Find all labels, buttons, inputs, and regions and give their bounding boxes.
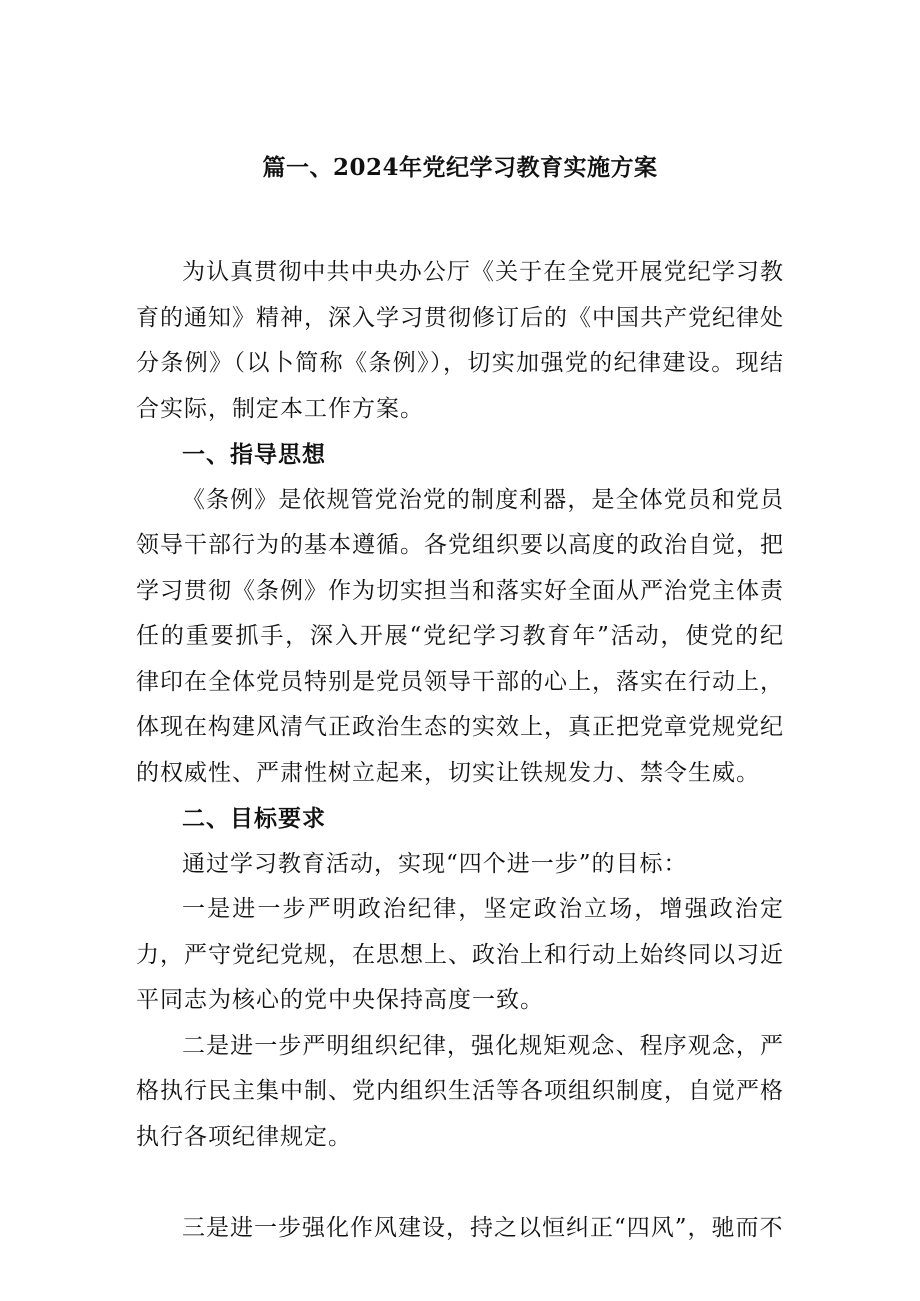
document-body — [136, 250, 784, 1252]
goal-two-paragraph: 二是进一步严明组织纪律，强化规矩观念、程序观念，严格执行民主集中制、党内组织生活等各项组织制度，自觉严格执行各项纪律规定。 — [136, 1032, 784, 1150]
section-heading-goals: 二、目标要求 — [182, 805, 326, 832]
guiding-ideology-paragraph: 《条例》是依规管党治党的制度利器，是全体党员和党员领导干部行为的基本遵循。各党组织要以高度的政治自觉，把学习贯彻《条例》作为切实担当和落实好全面从严治党主体责任的重要抓手，深入开展“党纪学习教育年”活动，使党的纪律印在全体党员特别是党员领导干部的心上，落实在行动上，体现在构建风清气正政治生态的实效上，真正把党章党规党纪的权威性、严肃性树立起来，切实让铁规发力、禁令生威。 — [136, 486, 784, 786]
goal-one-paragraph: 一是进一步严明政治纪律，坚定政治立场，增强政治定力，严守党纪党规，在思想上、政治上和行动上始终同以习近平同志为核心的党中央保持高度一致。 — [136, 896, 784, 1013]
intro-paragraph: 为认真贯彻中共中央办公厅《关于在全党开展党纪学习教育的通知》精神，深入学习贯彻修订后的《中国共产党纪律处分条例》（以卜简称《条例》），切实加强党的纪律建设。现结合实际，制定本工作方案。 — [136, 259, 784, 422]
document-title: 篇一、2024年党纪学习教育实施方案 — [262, 154, 658, 181]
goal-three-paragraph: 三是进一步强化作风建设，持之以恒纠正“四风”，驰而不 — [182, 1215, 784, 1241]
section-heading-guiding-ideology: 一、指导思想 — [182, 441, 326, 468]
goals-intro-paragraph: 通过学习教育活动，实现“四个进一步”的目标： — [182, 850, 688, 877]
